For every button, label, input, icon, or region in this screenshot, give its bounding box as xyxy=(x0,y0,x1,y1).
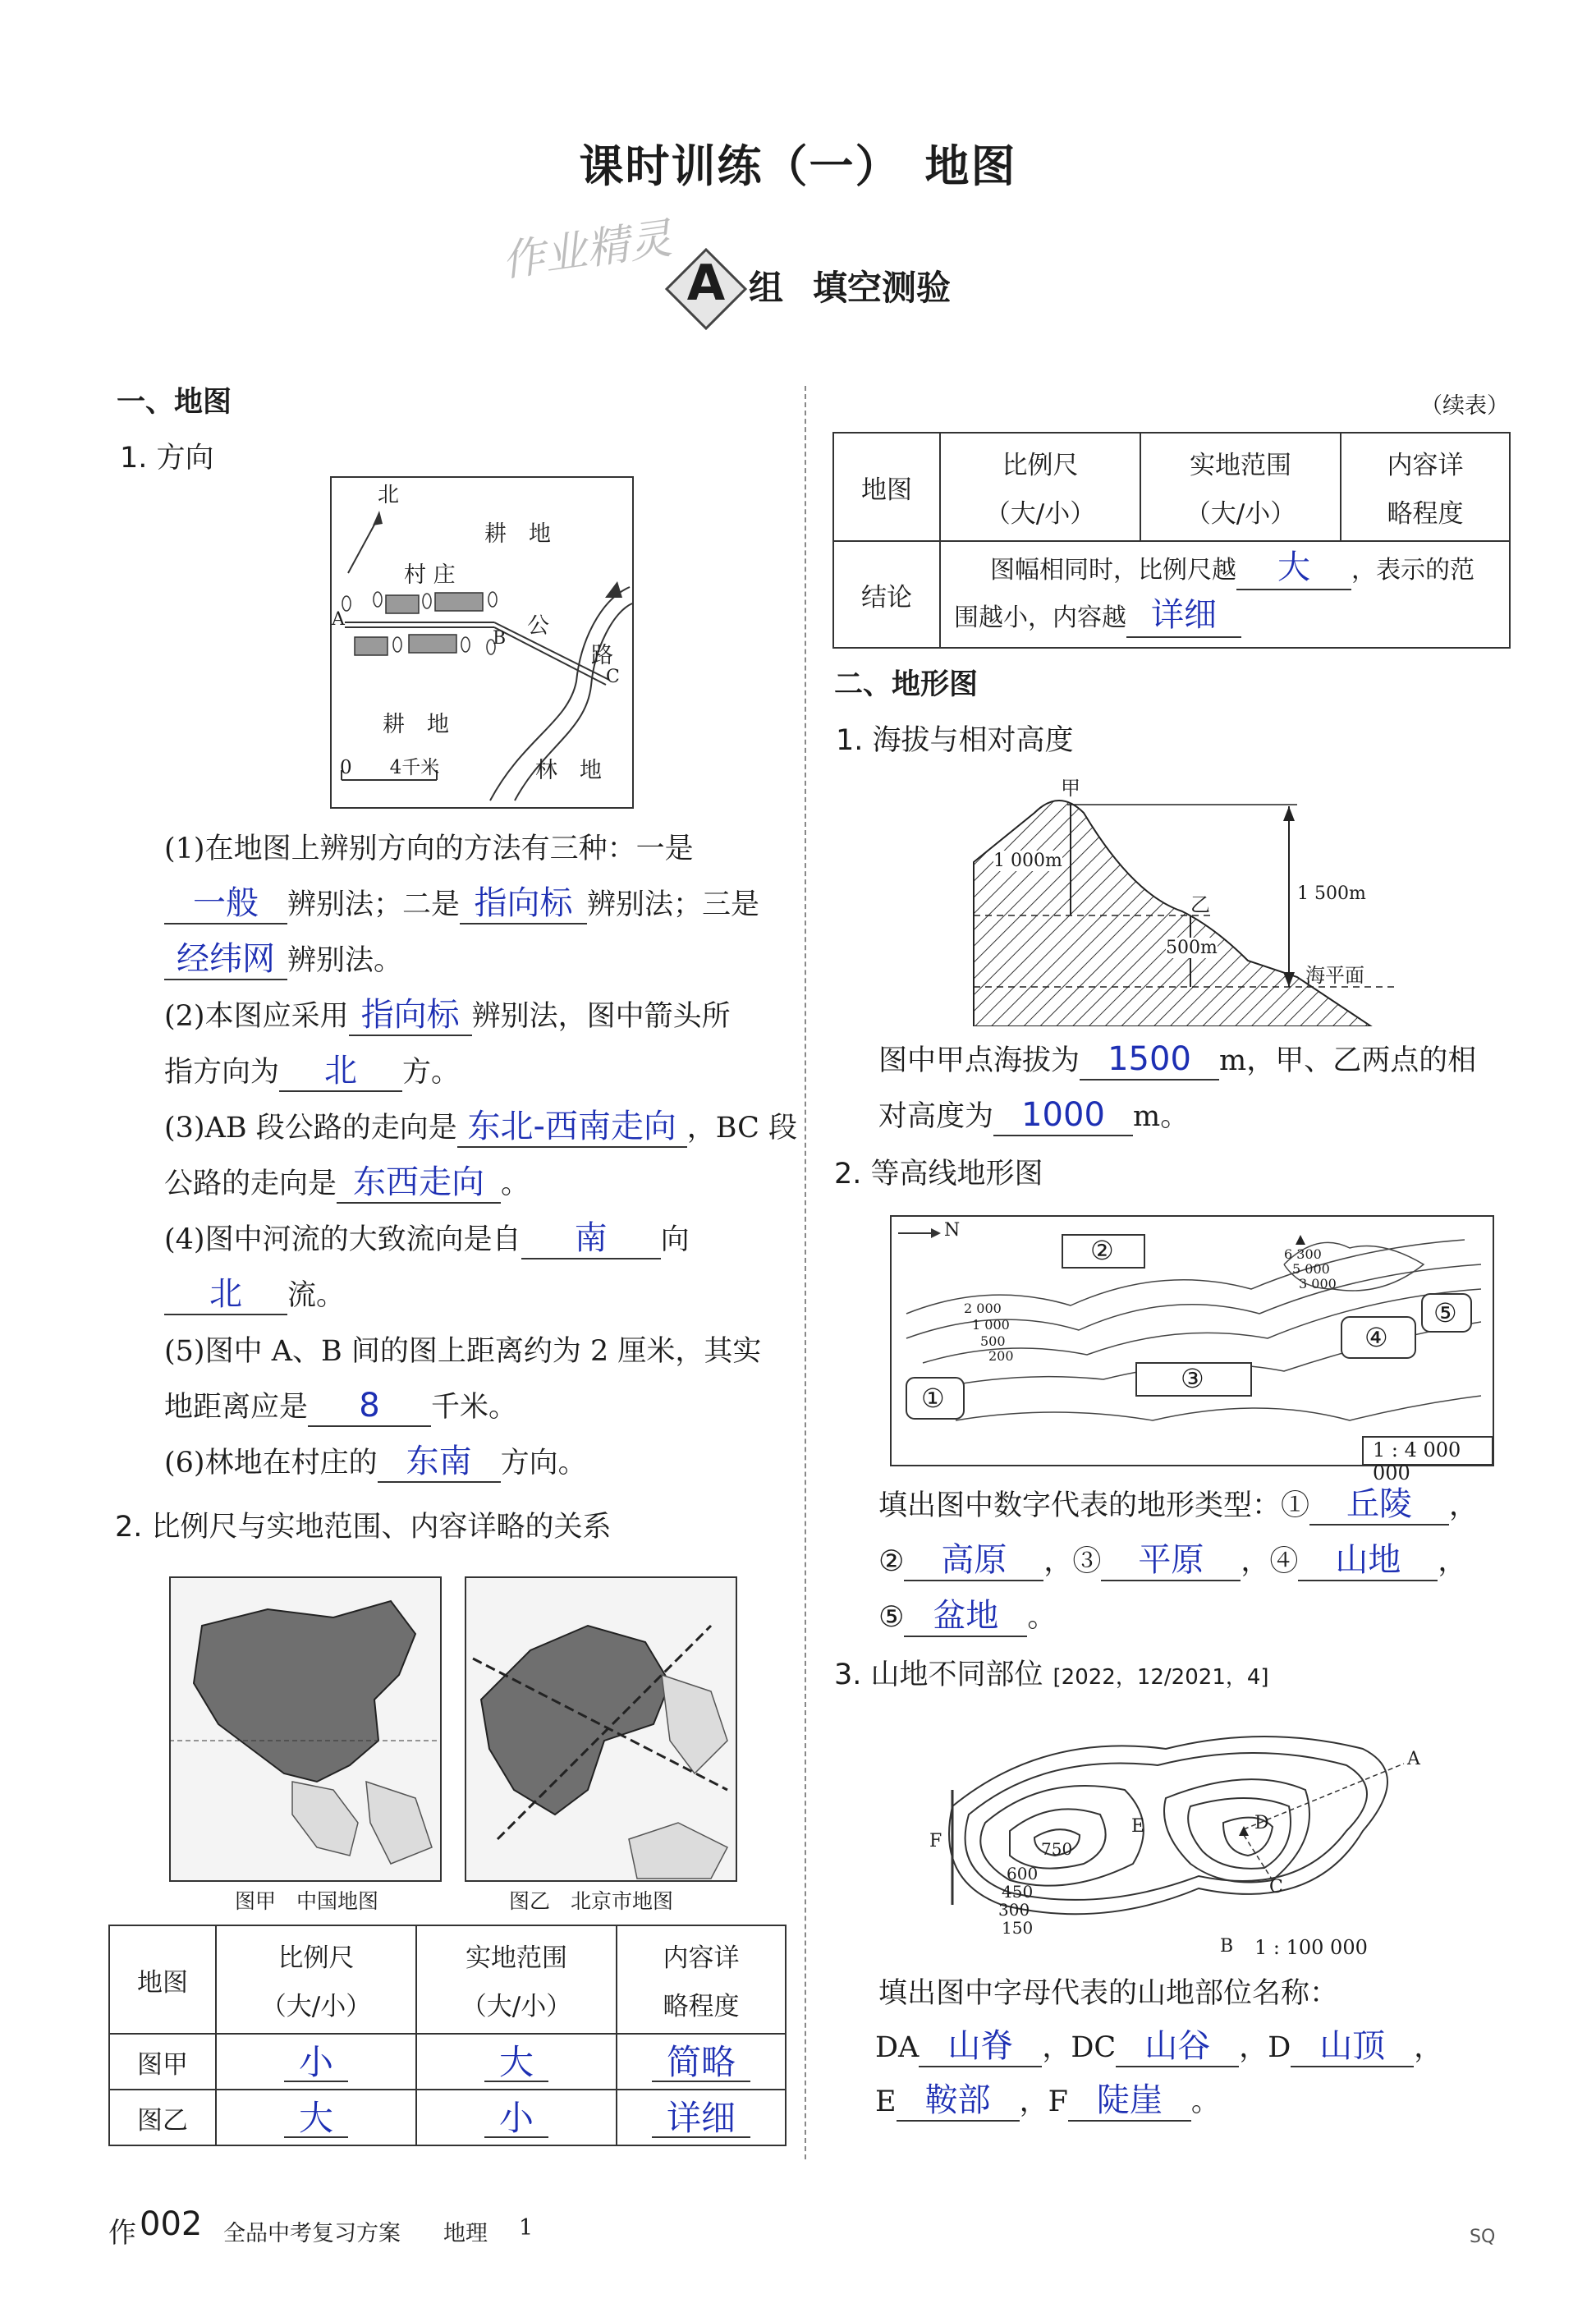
header-line: 内容详 xyxy=(663,1943,740,1973)
contour-2000: 2 000 xyxy=(964,1301,1002,1316)
table-header-map: 地图 xyxy=(109,1925,216,2034)
header-line: 略程度 xyxy=(663,1992,740,2021)
header-line: （大/小） xyxy=(260,1992,372,2021)
map-road-label: 公 xyxy=(527,613,549,639)
q1-part5-line1 xyxy=(164,1324,761,1379)
q1-part5-text: 千米。 xyxy=(431,1391,518,1424)
map-road-label-2: 路 xyxy=(591,643,613,668)
table-answer-cell xyxy=(416,2090,617,2145)
contour-600: 600 xyxy=(1007,1864,1039,1883)
header-line: （大/小） xyxy=(1185,499,1296,529)
q1-part1-text: (1)在地图上辨别方向的方法有三种：一是 xyxy=(164,833,694,865)
q1-part2-text: 方。 xyxy=(402,1056,461,1089)
answer-blank xyxy=(308,1388,431,1427)
r-q3-title: 3. 山地不同部位 xyxy=(834,1659,1043,1691)
contour-1000: 1 000 xyxy=(972,1317,1010,1333)
answer-text: 北 xyxy=(324,1052,358,1090)
point-yi: 乙 xyxy=(1190,893,1210,916)
group-name: 填空测验 xyxy=(813,268,952,308)
mountain-scale: 1 : 100 000 xyxy=(1254,1936,1368,1959)
answer-text: 详细 xyxy=(652,2100,750,2138)
map-point-a: A xyxy=(332,609,345,630)
header-line: 比例尺 xyxy=(1002,451,1079,480)
continued-label: （续表） xyxy=(1420,393,1509,419)
answer-text: 山脊 xyxy=(947,2027,1014,2065)
map-forest-label: 林 地 xyxy=(535,758,602,783)
q1-part5-text: (5)图中 A、B 间的图上距离约为 2 厘米，其实 xyxy=(164,1335,762,1368)
book-title: 全品中考复习方案 xyxy=(223,2221,401,2246)
q1-part3-line1 xyxy=(164,1100,797,1156)
answer-text: 8 xyxy=(359,1387,380,1425)
answer-blank xyxy=(1101,1542,1241,1581)
answer-blank xyxy=(1080,1041,1219,1081)
q1-part4-line1 xyxy=(164,1212,690,1268)
q2-heading: 2. 比例尺与实地范围、内容详略的关系 xyxy=(115,1511,612,1544)
q1-heading: 1. 方向 xyxy=(120,442,214,475)
table-row xyxy=(833,541,1510,648)
conclusion-text: 图幅相同时，比例尺越 xyxy=(990,556,1236,585)
table-answer-cell xyxy=(216,2090,416,2145)
contour-450: 450 xyxy=(1002,1882,1034,1902)
table-cell: 图乙 xyxy=(109,2090,216,2145)
answer-text: 鞍部 xyxy=(924,2081,991,2119)
table-row xyxy=(109,2090,786,2145)
answer-text: 简略 xyxy=(652,2044,750,2082)
r-q3-text: ，F xyxy=(1019,2085,1068,2118)
table-answer-cell xyxy=(216,2034,416,2090)
footer-zuo: 作 xyxy=(108,2217,136,2250)
q1-part1-text: 辨别法；二是 xyxy=(287,888,461,921)
table-row xyxy=(109,2034,786,2090)
table-cell: 图甲 xyxy=(109,2034,216,2090)
r-q2-line1 xyxy=(878,1478,1478,1534)
q1-part1-text: 辨别法；三是 xyxy=(587,888,760,921)
answer-text: 山地 xyxy=(1335,1541,1401,1579)
q1-part4-line2 xyxy=(164,1268,345,1324)
answer-text: 小 xyxy=(484,2100,548,2138)
map-scale-label: 0 4千米 xyxy=(340,757,440,778)
header-line: 实地范围 xyxy=(466,1943,567,1973)
section-2-heading: 二、地形图 xyxy=(834,668,979,701)
r-q3-text: 填出图中字母代表的山地部位名称： xyxy=(878,1977,1339,2010)
r-q2-text: ， xyxy=(1438,1545,1467,1578)
r-q2-text: 。 xyxy=(1027,1601,1057,1634)
answer-blank xyxy=(1126,597,1241,638)
map-point-c: C xyxy=(606,667,620,687)
point-e: E xyxy=(1131,1816,1145,1837)
answer-text: 平原 xyxy=(1138,1541,1204,1579)
answer-text: 大 xyxy=(1277,548,1310,586)
region-label-1: ① xyxy=(921,1383,945,1414)
q1-part5-text: 地距离应是 xyxy=(164,1391,309,1424)
answer-text: 东北-西南走向 xyxy=(467,1108,676,1145)
r-q2-text: ，③ xyxy=(1043,1545,1102,1578)
answer-text: 东西走向 xyxy=(353,1163,485,1201)
header-line: （大/小） xyxy=(984,499,1096,529)
r-q2-text: ，④ xyxy=(1241,1545,1299,1578)
q1-part4-text: (4)图中河流的大致流向是自 xyxy=(164,1223,521,1256)
answer-blank xyxy=(919,2028,1042,2067)
q1-part6-line xyxy=(164,1435,587,1491)
q1-part1-line2 xyxy=(164,877,759,933)
north-label: N xyxy=(944,1220,961,1241)
region-label-2: ② xyxy=(1090,1235,1114,1266)
label-500m: 500m xyxy=(1166,938,1218,958)
watermark: 作业精灵 xyxy=(498,213,675,287)
answer-blank xyxy=(164,1276,287,1315)
r-q3-reference: [2022，12/2021，4] xyxy=(1053,1665,1269,1690)
r-q2-heading: 2. 等高线地形图 xyxy=(834,1158,1043,1191)
table-header-map: 地图 xyxy=(833,433,940,541)
answer-blank xyxy=(904,1598,1027,1637)
table-header-scale xyxy=(940,433,1140,541)
point-jia: 甲 xyxy=(1061,777,1080,800)
region-label-3: ③ xyxy=(1181,1363,1204,1394)
q1-part6-text: (6)林地在村庄的 xyxy=(164,1447,378,1480)
q1-part2-text: 辨别法，图中箭头所 xyxy=(471,1000,731,1033)
conclusion-label: 结论 xyxy=(833,541,940,648)
r-q1-line2 xyxy=(878,1089,1189,1145)
answer-text: 高原 xyxy=(941,1541,1007,1579)
region-label-5: ⑤ xyxy=(1433,1297,1457,1328)
answer-text: 丘陵 xyxy=(1346,1485,1413,1523)
r-q1-heading: 1. 海拔与相对高度 xyxy=(836,724,1074,757)
answer-text: 山顶 xyxy=(1319,2027,1386,2065)
q1-part2-text: 指方向为 xyxy=(164,1056,280,1089)
answer-text: 指向标 xyxy=(474,884,573,922)
header-line: 略程度 xyxy=(1387,499,1464,529)
q1-part1-text: 辨别法。 xyxy=(287,944,403,977)
r-q3-text: ， xyxy=(1414,2031,1443,2064)
answer-text: 盆地 xyxy=(933,1597,999,1635)
r-q3-line1 xyxy=(878,1966,1338,2021)
table-header-range xyxy=(1140,433,1341,541)
r-q3-text: ，DC xyxy=(1042,2031,1117,2064)
china-map xyxy=(169,1576,442,1882)
r-q2-line3 xyxy=(878,1590,1056,1645)
beijing-map xyxy=(465,1576,737,1882)
answer-blank xyxy=(279,1053,402,1092)
q1-part3-text: (3)AB 段公路的走向是 xyxy=(164,1112,457,1145)
group-label: 组 xyxy=(749,268,784,308)
q1-part5-line2 xyxy=(164,1379,517,1435)
scale-table xyxy=(108,1925,787,2146)
q1-part4-text: 向 xyxy=(660,1223,690,1256)
contour-map xyxy=(890,1215,1494,1484)
r-q3-text: ，D xyxy=(1239,2031,1291,2064)
point-f: F xyxy=(929,1831,942,1851)
map-point-b: B xyxy=(493,628,507,649)
answer-blank xyxy=(378,1443,501,1483)
answer-blank xyxy=(1116,2028,1239,2067)
china-map-caption: 图甲 中国地图 xyxy=(235,1889,379,1913)
label-1000m: 1 000m xyxy=(993,851,1062,871)
r-q1-text: m，甲、乙两点的相 xyxy=(1219,1044,1477,1077)
elevation-figure xyxy=(969,772,1396,1026)
table-answer-cell xyxy=(617,2090,786,2145)
answer-blank xyxy=(521,1220,661,1259)
q1-part3-line2 xyxy=(164,1156,530,1212)
table-header-detail xyxy=(1341,433,1510,541)
answer-text: 南 xyxy=(574,1219,608,1257)
header-line: 实地范围 xyxy=(1190,451,1291,480)
q1-part3-text: ，BC 段 xyxy=(686,1112,797,1145)
column-divider xyxy=(805,386,806,2159)
answer-text: 详细 xyxy=(1151,596,1217,634)
table-header-detail xyxy=(617,1925,786,2034)
r-q3-text: E xyxy=(875,2085,897,2118)
contour-6300: 6 300 xyxy=(1284,1246,1322,1262)
conclusion-text: 围越小，内容越 xyxy=(954,603,1126,632)
answer-text: 指向标 xyxy=(360,996,460,1034)
answer-text: 大 xyxy=(284,2100,348,2138)
contour-300: 300 xyxy=(998,1900,1030,1920)
header-line: 比例尺 xyxy=(277,1943,355,1973)
r-q2-text: ⑤ xyxy=(878,1601,905,1634)
answer-blank xyxy=(164,941,287,980)
answer-text: 大 xyxy=(484,2044,548,2082)
answer-text: 东南 xyxy=(406,1443,472,1480)
contour-500: 500 xyxy=(980,1333,1006,1349)
contour-750: 750 xyxy=(1041,1839,1073,1859)
q1-part2-line1 xyxy=(164,989,731,1044)
beijing-map-caption: 图乙 北京市地图 xyxy=(509,1889,674,1913)
answer-text: 1500 xyxy=(1108,1040,1191,1078)
point-d: D xyxy=(1254,1813,1269,1833)
mountain-contour-svg xyxy=(920,1716,1429,1962)
q1-part1-line1 xyxy=(164,821,694,877)
footer-code: SQ xyxy=(1470,2227,1496,2247)
r-q2-text: ② xyxy=(878,1545,905,1578)
q1-part6-text: 方向。 xyxy=(500,1447,587,1480)
china-map-svg xyxy=(169,1576,442,1882)
volume-number: 1 xyxy=(519,2215,534,2241)
answer-blank xyxy=(897,2082,1020,2122)
point-b: B xyxy=(1220,1936,1234,1957)
q1-part1-line3 xyxy=(164,933,402,989)
r-q1-line1 xyxy=(878,1033,1476,1089)
map-north-label: 北 xyxy=(378,483,400,507)
page-number: 002 xyxy=(140,2205,203,2243)
answer-blank xyxy=(1291,2028,1414,2067)
label-1500m: 1 500m xyxy=(1297,883,1366,904)
r-q2-text: ， xyxy=(1449,1489,1479,1522)
answer-blank xyxy=(993,1097,1133,1136)
answer-blank xyxy=(904,1542,1043,1581)
answer-blank xyxy=(164,885,287,925)
answer-text: 陡崖 xyxy=(1096,2081,1163,2119)
answer-blank xyxy=(1068,2082,1191,2122)
point-c: C xyxy=(1269,1877,1283,1897)
continued-table xyxy=(832,432,1511,649)
r-q3-text: 。 xyxy=(1190,2085,1220,2118)
q1-part2-text: (2)本图应采用 xyxy=(164,1000,349,1033)
label-sea-level: 海平面 xyxy=(1305,964,1364,987)
contour-200: 200 xyxy=(988,1348,1014,1364)
answer-blank xyxy=(1309,1486,1449,1526)
q1-part3-text: 公路的走向是 xyxy=(164,1168,337,1200)
conclusion-cell xyxy=(940,541,1510,648)
q1-part4-text: 流。 xyxy=(287,1279,346,1312)
answer-blank xyxy=(349,997,472,1036)
conclusion-text: ，表示的范 xyxy=(1351,556,1474,585)
mountain-contour-figure xyxy=(920,1716,1429,1962)
table-header-range xyxy=(416,1925,617,2034)
map-farmland-label: 耕 地 xyxy=(484,521,551,547)
r-q3-text: DA xyxy=(875,2031,920,2064)
r-q2-text: 填出图中数字代表的地形类型：① xyxy=(878,1489,1310,1522)
table-answer-cell xyxy=(617,2034,786,2090)
r-q3-heading xyxy=(834,1652,1269,1693)
section-1-heading: 一、地图 xyxy=(117,386,232,419)
r-q3-line3 xyxy=(875,2074,1220,2130)
direction-map xyxy=(330,476,634,809)
q1-part3-text: 。 xyxy=(501,1168,530,1200)
contour-scale: 1 : 4 000 000 xyxy=(1373,1438,1461,1484)
answer-blank xyxy=(1236,549,1351,590)
answer-text: 山谷 xyxy=(1144,2027,1211,2065)
answer-blank xyxy=(1298,1542,1438,1581)
group-letter: A xyxy=(686,255,726,312)
group-badge xyxy=(663,246,749,332)
q1-part2-line2 xyxy=(164,1044,460,1100)
answer-blank xyxy=(460,885,587,925)
header-line: （大/小） xyxy=(461,1992,572,2021)
r-q2-line2 xyxy=(878,1534,1466,1590)
header-line: 内容详 xyxy=(1387,451,1464,480)
answer-text: 北 xyxy=(209,1275,242,1313)
r-q1-text: m。 xyxy=(1133,1100,1190,1133)
answer-blank xyxy=(457,1108,687,1148)
answer-blank xyxy=(337,1164,501,1204)
answer-text: 小 xyxy=(284,2044,348,2082)
region-label-4: ④ xyxy=(1364,1322,1388,1353)
point-a: A xyxy=(1407,1749,1420,1769)
map-farmland-label-2: 耕 地 xyxy=(383,712,449,737)
answer-text: 经纬网 xyxy=(177,940,275,978)
contour-150: 150 xyxy=(1002,1918,1034,1938)
answer-text: 1000 xyxy=(1021,1096,1105,1134)
page-title: 课时训练（一） 地图 xyxy=(579,140,1017,192)
subject-label: 地理 xyxy=(443,2221,488,2246)
r-q1-text: 对高度为 xyxy=(878,1100,994,1133)
answer-text: 一般 xyxy=(193,884,259,922)
contour-3000: 3 000 xyxy=(1299,1276,1337,1292)
map-village-label: 村 庄 xyxy=(404,562,456,588)
contour-5000: 5 000 xyxy=(1292,1261,1330,1277)
table-header-scale xyxy=(216,1925,416,2034)
table-answer-cell xyxy=(416,2034,617,2090)
r-q1-text: 图中甲点海拔为 xyxy=(878,1044,1080,1077)
r-q3-line2 xyxy=(875,2020,1442,2076)
beijing-map-svg xyxy=(465,1576,737,1882)
